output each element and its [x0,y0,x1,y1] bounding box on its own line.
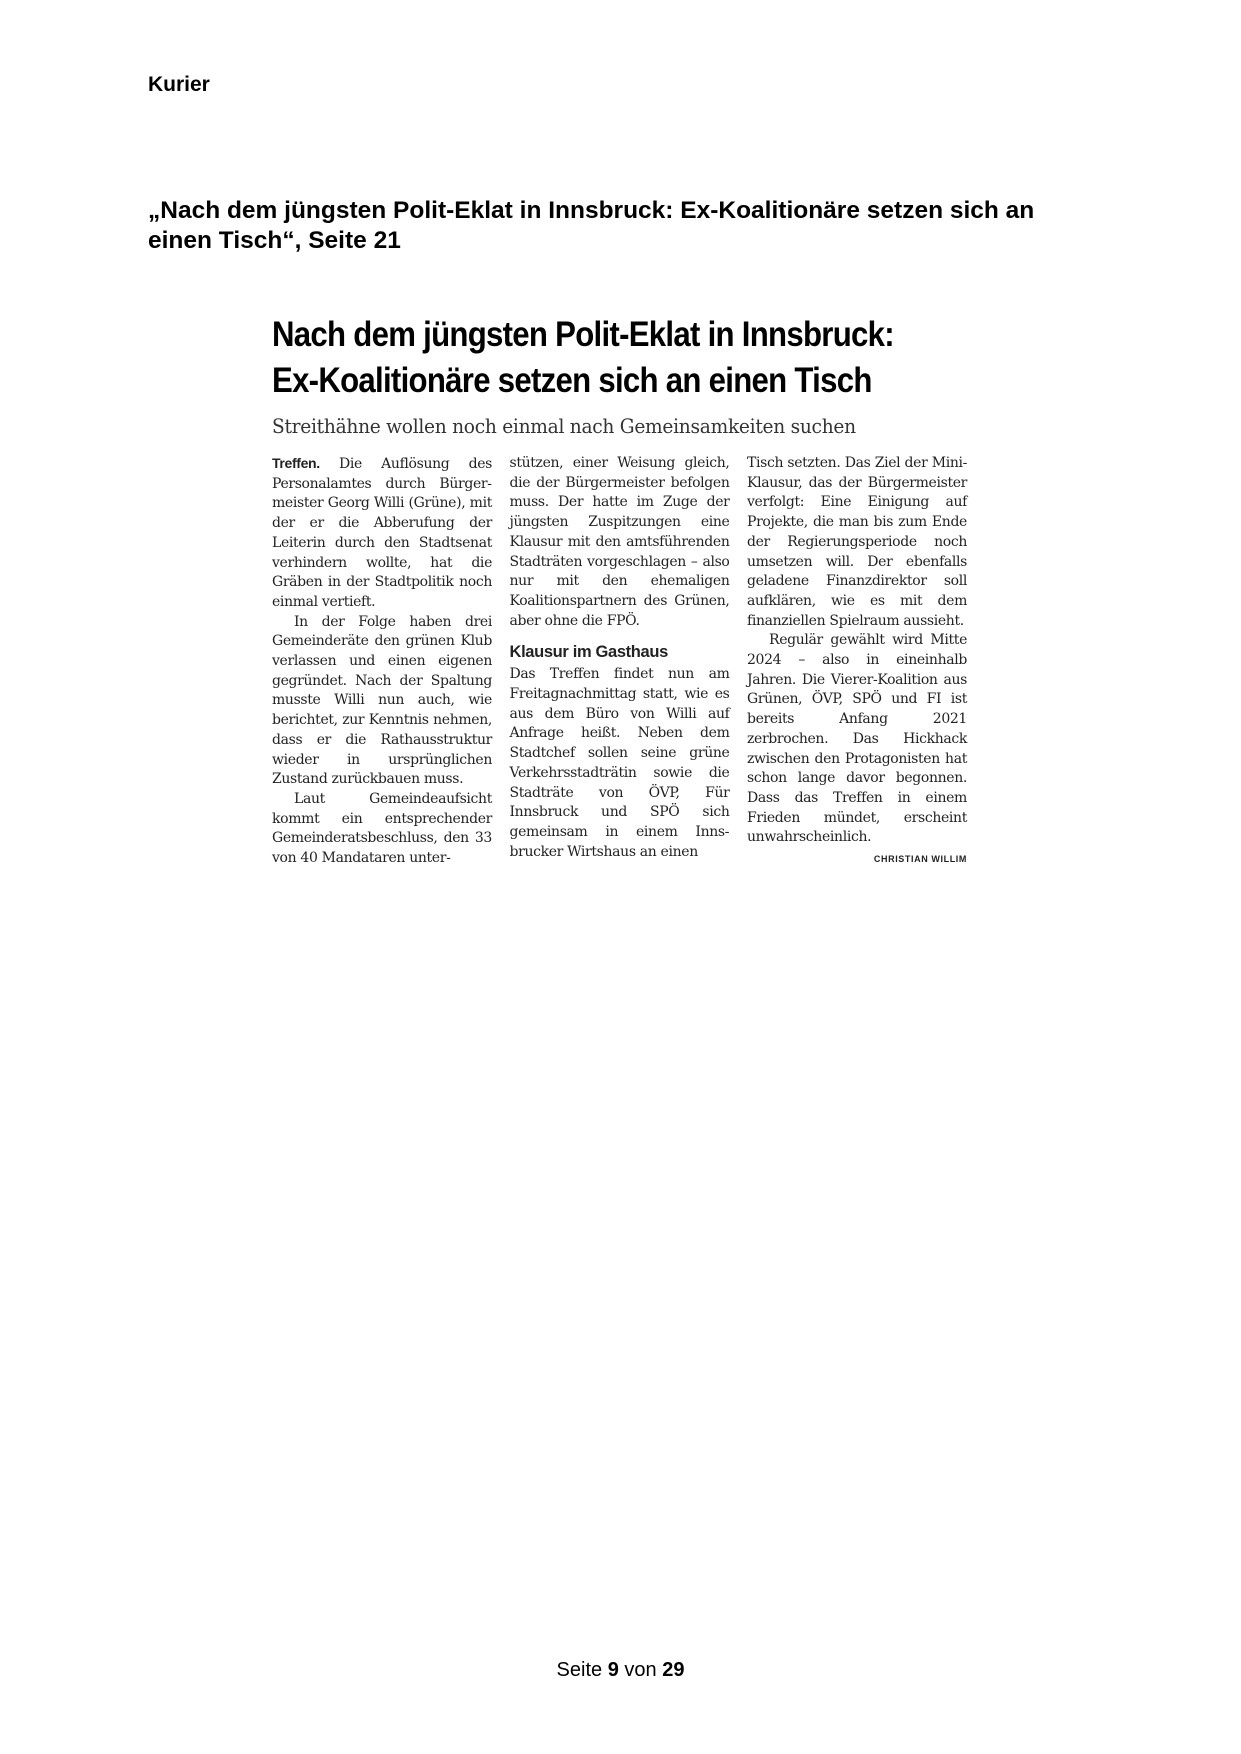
headline-line-2: Ex-Koalitionäre setzen sich an einen Tisch [272,361,872,400]
page-separator: von [624,1659,657,1681]
lead-word: Treffen. [272,455,320,471]
page-total: 29 [662,1659,685,1681]
article-columns [272,454,967,870]
page-current: 9 [607,1659,619,1681]
paragraph [272,454,492,613]
paragraph: Tisch setzten. Das Ziel der Mini-Klausur, das der Bürgermeister verfolgt: Eine Einigung auf Projekte, die man bis zum Ende der Regierungsperiode noch umsetzen will. Der ebenfalls geladene Finanzdirektor soll aufklären, wie es mit dem finanziellen Spielraum aussieht. [747,455,967,629]
page-number [0,1659,1241,1682]
article-column-3 [747,454,967,870]
article-headline [272,312,894,404]
article-column-1 [272,454,492,870]
paragraph: Laut Gemeindeaufsicht kommt ein entsprechender Gemeinderatsbeschluss, den 33 von 40 Mandataren unter- [272,790,492,867]
document-title: „Nach dem jüngsten Polit-Eklat in Innsbruck: Ex-Koalitionäre setzen sich an einen Tisch“, Seite 21 [148,197,1035,254]
article-column-2 [510,454,730,870]
paragraph: Regulär gewählt wird Mitte 2024 – also in eineinhalb Jahren. Die Vierer-Koalition aus Grünen, ÖVP, SPÖ und FI ist bereits Anfang 2021 zerbrochen. Das Hickhack zwischen den Protagonisten hat schon lange davor begonnen. Dass das Treffen in einem Frieden mündet, erscheint unwahrscheinlich. [747,632,967,846]
article-author: CHRISTIAN WILLIM [873,854,967,865]
paragraph: Das Treffen findet nun am Freitagnachmittag statt, wie es aus dem Büro von Willi auf Anfrage heißt. Neben dem Stadtchef sollen seine grüne Verkehrsstadträtin sowie die Stadträte von ÖVP, Für Innsbruck und SPÖ sich gemeinsam in einem Innsbrucker Wirtshaus an einen [509,666,730,860]
source-label: Kurier [148,73,210,96]
paragraph: In der Folge haben drei Gemeinderäte den grünen Klub verlassen und einen eigenen gegründet. Nach der Spaltung musste Willi nun auch, wie berichtet, zur Kenntnis nehmen, dass er die Rathausstruktur wieder in ursprünglichen Zustand zurückbauen muss. [272,613,492,788]
headline-line-1: Nach dem jüngsten Polit-Eklat in Innsbruck: [272,315,894,354]
page-prefix: Seite [556,1659,603,1681]
newspaper-clipping [272,312,967,897]
paragraph: stützen, einer Weisung gleich, die der Bürgermeister befolgen muss. Der hatte im Zuge der jüngsten Zuspitzungen eine Klausur mit den amtsführenden Stadträten vorgeschlagen – also nur mit den ehemaligen Koalitionspartnern des Grünen, aber ohne die FPÖ. [509,455,730,629]
paragraph-text: Die Auflösung des Personalamtes durch Bürgermeister Georg Willi (Grüne), mit der er die Abberufung der Leiterin durch den Stadtsenat verhindern wollte, hat die Gräben in der Stadtpolitik noch einmal vertieft. [272,456,493,610]
article-subhead: Klausur im Gasthaus [509,643,668,662]
article-subheadline: Streithähne wollen noch einmal nach Gemeinsamkeiten suchen [272,414,856,438]
